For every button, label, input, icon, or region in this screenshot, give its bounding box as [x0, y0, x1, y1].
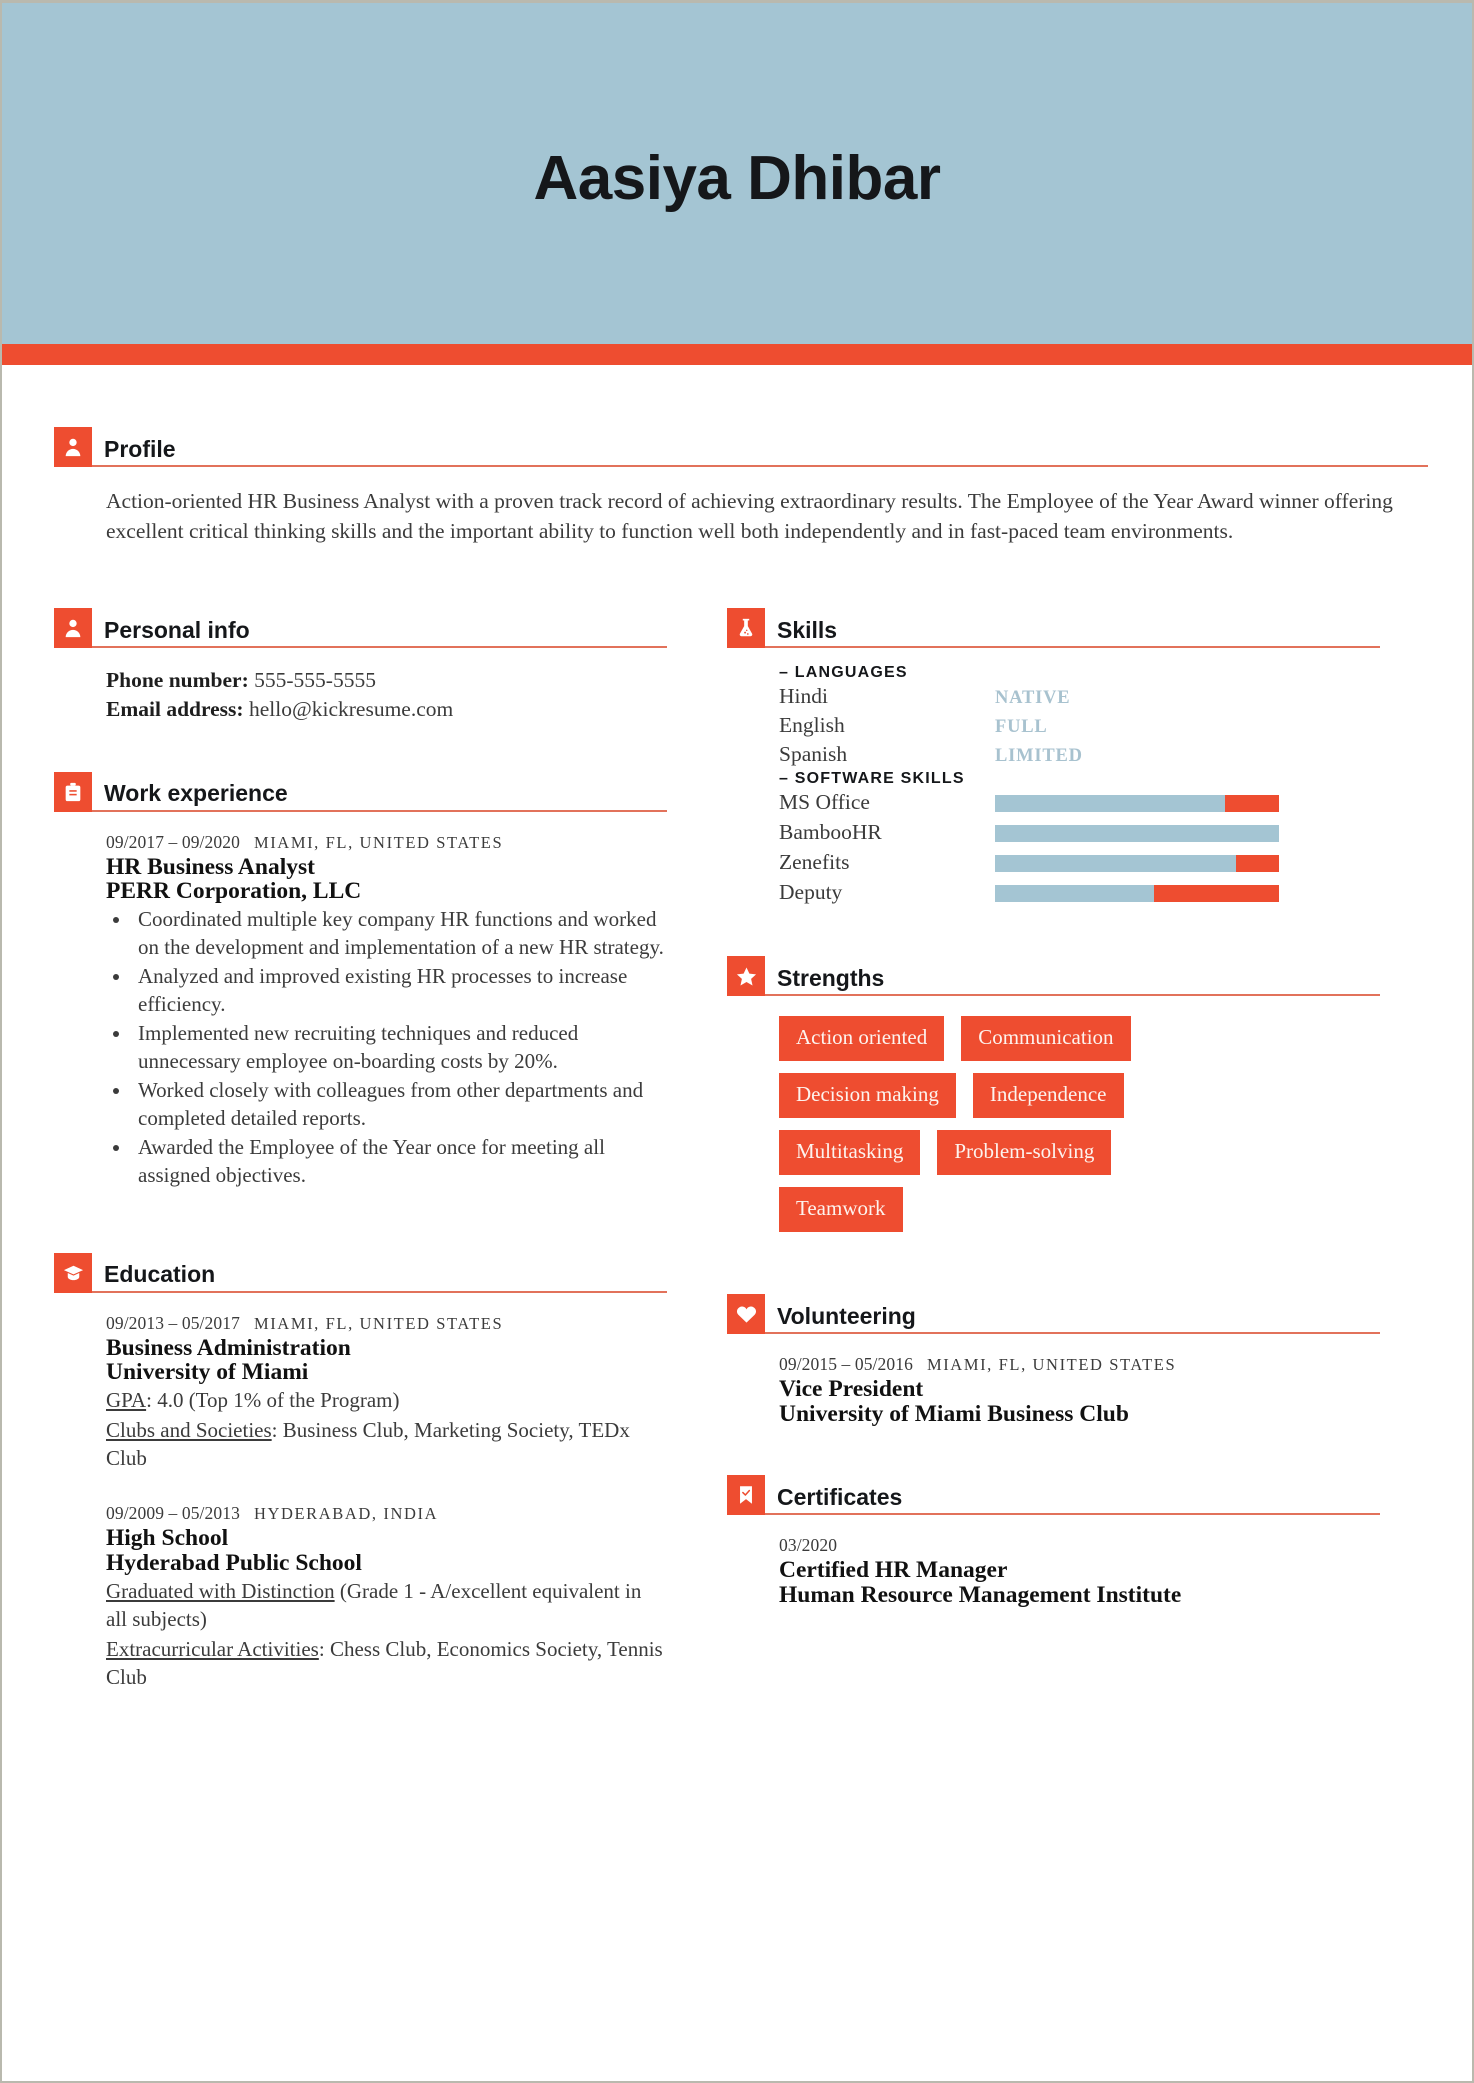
note-text: (Grade 1 - A/excellent equivalent in all subjects)	[106, 1578, 642, 1631]
volunteering-entry	[727, 1334, 1380, 1427]
skills-software-group	[727, 768, 1380, 908]
language-level: NATIVE	[995, 688, 1071, 709]
entry-certificate-name: Certified HR Manager	[779, 1556, 1008, 1583]
education-entry	[54, 1293, 667, 1474]
status-badge: Communication	[961, 1016, 1130, 1061]
entry-location: MIAMI, FL, UNITED STATES	[253, 832, 504, 852]
section-header-certificates	[727, 1469, 1380, 1515]
person-icon	[54, 608, 92, 648]
section-header-skills	[727, 602, 1380, 648]
language-level: FULL	[995, 716, 1048, 737]
language-name: English	[779, 712, 845, 737]
entry-role: Vice President	[779, 1376, 924, 1403]
section-title-education: Education	[104, 1261, 216, 1288]
entry-company: PERR Corporation, LLC	[106, 878, 362, 905]
skill-bar-fill	[995, 885, 1154, 902]
skill-bar-fill	[995, 795, 1225, 812]
entry-organization: University of Miami Business Club	[779, 1401, 1129, 1427]
entry-degree: High School	[106, 1525, 229, 1552]
entry-degree: Business Administration	[106, 1334, 351, 1361]
languages-subheading: – LANGUAGES	[779, 664, 908, 682]
skills-languages-group	[727, 648, 1380, 768]
email-value: hello@kickresume.com	[248, 696, 454, 721]
software-name: BambooHR	[779, 820, 882, 845]
section-certificates	[727, 1469, 1380, 1608]
note-label: GPA	[106, 1388, 147, 1413]
entry-location: HYDERABAD, INDIA	[253, 1504, 439, 1524]
work-bullets	[106, 906, 667, 1189]
software-row	[779, 788, 1380, 818]
note-label: Extracurricular Activities	[106, 1636, 319, 1661]
section-header-personal-info	[54, 602, 667, 648]
list-item: • Coordinated multiple key company HR functions and worked on the development and implementation of a new HR strategy.	[132, 906, 667, 962]
section-title-strengths: Strengths	[777, 964, 885, 991]
entry-note	[106, 1417, 667, 1473]
section-header-volunteering	[727, 1288, 1380, 1334]
status-badge: Independence	[973, 1073, 1124, 1118]
section-title-skills: Skills	[777, 617, 838, 644]
section-personal-info	[54, 602, 667, 723]
section-rule	[765, 1332, 1380, 1334]
entry-meta	[779, 1535, 1380, 1556]
note-separator: :	[271, 1418, 283, 1443]
note-separator: :	[318, 1636, 330, 1661]
status-badge: Action oriented	[779, 1016, 944, 1061]
software-subheading: – SOFTWARE SKILLS	[779, 770, 965, 788]
certificate-entry	[727, 1515, 1380, 1608]
phone-value: 555-555-5555	[254, 668, 376, 693]
heart-icon	[727, 1294, 765, 1334]
entry-school: Hyderabad Public School	[106, 1550, 362, 1577]
profile-text: Action-oriented HR Business Analyst with a proven track record of achieving extraordinary results. The Employee of the Year Award winner offering excellent critical thinking skills and the important ability to function well both independently and in fast-paced team environments.	[106, 489, 1393, 543]
section-header-work-experience	[54, 766, 667, 812]
language-level: LIMITED	[995, 745, 1083, 766]
skill-bar	[995, 885, 1279, 902]
entry-job-title: HR Business Analyst	[106, 853, 315, 880]
resume-header	[2, 3, 1472, 344]
status-badge: Multitasking	[779, 1130, 920, 1175]
entry-note	[106, 1578, 667, 1634]
status-badge: Teamwork	[779, 1187, 903, 1232]
note-text: Business Club, Marketing Society, TEDx Club	[106, 1418, 630, 1471]
status-badge: Problem-solving	[937, 1130, 1111, 1175]
section-title-certificates: Certificates	[777, 1483, 903, 1510]
section-work-experience	[54, 766, 667, 1190]
language-row	[779, 740, 1380, 769]
entry-note	[106, 1387, 667, 1415]
resume-body	[2, 365, 1472, 1692]
section-title-volunteering: Volunteering	[777, 1302, 916, 1329]
entry-meta	[106, 1503, 667, 1524]
section-header-profile	[54, 421, 1428, 467]
section-rule	[92, 810, 667, 812]
section-profile	[54, 421, 1428, 546]
note-label: Graduated with Distinction	[106, 1578, 335, 1603]
entry-meta	[779, 1354, 1380, 1375]
entry-date: 09/2009 – 05/2013	[106, 1503, 240, 1524]
phone-label: Phone number:	[106, 668, 249, 693]
section-rule	[92, 646, 667, 648]
language-name: Hindi	[779, 684, 828, 709]
section-rule	[765, 994, 1380, 996]
section-title-work-experience: Work experience	[104, 780, 288, 807]
entry-location: MIAMI, FL, UNITED STATES	[253, 1313, 504, 1333]
personal-info-list	[54, 648, 667, 723]
entry-issuer: Human Resource Management Institute	[779, 1581, 1182, 1608]
header-accent-bar	[2, 344, 1472, 365]
education-entry	[54, 1473, 667, 1692]
section-strengths	[727, 950, 1380, 1232]
software-row	[779, 848, 1380, 878]
language-name: Spanish	[779, 741, 848, 766]
list-item: • Awarded the Employee of the Year once for meeting all assigned objectives.	[132, 1134, 667, 1190]
section-rule	[765, 646, 1380, 648]
software-name: Zenefits	[779, 850, 850, 875]
flask-icon	[727, 608, 765, 648]
page-title: Aasiya Dhibar	[533, 143, 941, 213]
section-rule	[92, 1291, 667, 1293]
entry-date: 09/2017 – 09/2020	[106, 831, 240, 852]
section-title-personal-info: Personal info	[104, 617, 250, 644]
section-education	[54, 1247, 667, 1692]
note-text: Chess Club, Economics Society, Tennis Club	[106, 1636, 663, 1689]
email-label: Email address:	[106, 696, 244, 721]
section-skills	[727, 602, 1380, 908]
section-header-strengths	[727, 950, 1380, 996]
bookmark-check-icon	[727, 1475, 765, 1515]
entry-date: 09/2013 – 05/2017	[106, 1312, 240, 1333]
list-item: • Worked closely with colleagues from other departments and completed detailed reports.	[132, 1077, 667, 1133]
skill-bar-fill	[995, 825, 1279, 842]
skill-bar	[995, 825, 1279, 842]
skill-bar	[995, 855, 1279, 872]
language-row	[779, 682, 1380, 711]
work-entry	[54, 812, 667, 1190]
left-column	[54, 602, 667, 1691]
briefcase-icon	[54, 772, 92, 812]
list-item	[106, 666, 667, 695]
software-name: MS Office	[779, 790, 870, 815]
graduation-cap-icon	[54, 1253, 92, 1293]
person-icon	[54, 427, 92, 467]
note-label: Clubs and Societies	[106, 1418, 272, 1443]
entry-meta	[106, 1313, 667, 1334]
note-separator: :	[146, 1388, 158, 1413]
software-name: Deputy	[779, 880, 843, 905]
entry-date: 09/2015 – 05/2016	[779, 1354, 913, 1375]
entry-note	[106, 1636, 667, 1692]
software-row	[779, 878, 1380, 908]
section-rule	[765, 1513, 1380, 1515]
entry-date: 03/2020	[779, 1534, 838, 1555]
section-header-education	[54, 1247, 667, 1293]
star-icon	[727, 956, 765, 996]
section-rule	[92, 465, 1428, 467]
section-title-profile: Profile	[104, 435, 176, 462]
right-column	[727, 602, 1380, 1691]
note-text: 4.0 (Top 1% of the Program)	[157, 1388, 400, 1413]
main-columns	[54, 602, 1428, 1691]
skill-bar-fill	[995, 855, 1236, 872]
status-badge: Decision making	[779, 1073, 956, 1118]
entry-location: MIAMI, FL, UNITED STATES	[926, 1355, 1177, 1375]
list-item: • Implemented new recruiting techniques and reduced unnecessary employee on-boarding costs by 20%.	[132, 1020, 667, 1076]
language-row	[779, 711, 1380, 740]
entry-school: University of Miami	[106, 1359, 309, 1386]
skill-bar	[995, 795, 1279, 812]
entry-meta	[106, 832, 667, 853]
list-item: • Analyzed and improved existing HR processes to increase efficiency.	[132, 963, 667, 1019]
software-row	[779, 818, 1380, 848]
section-volunteering	[727, 1288, 1380, 1427]
strength-tag-list	[727, 996, 1249, 1232]
list-item	[106, 695, 667, 724]
